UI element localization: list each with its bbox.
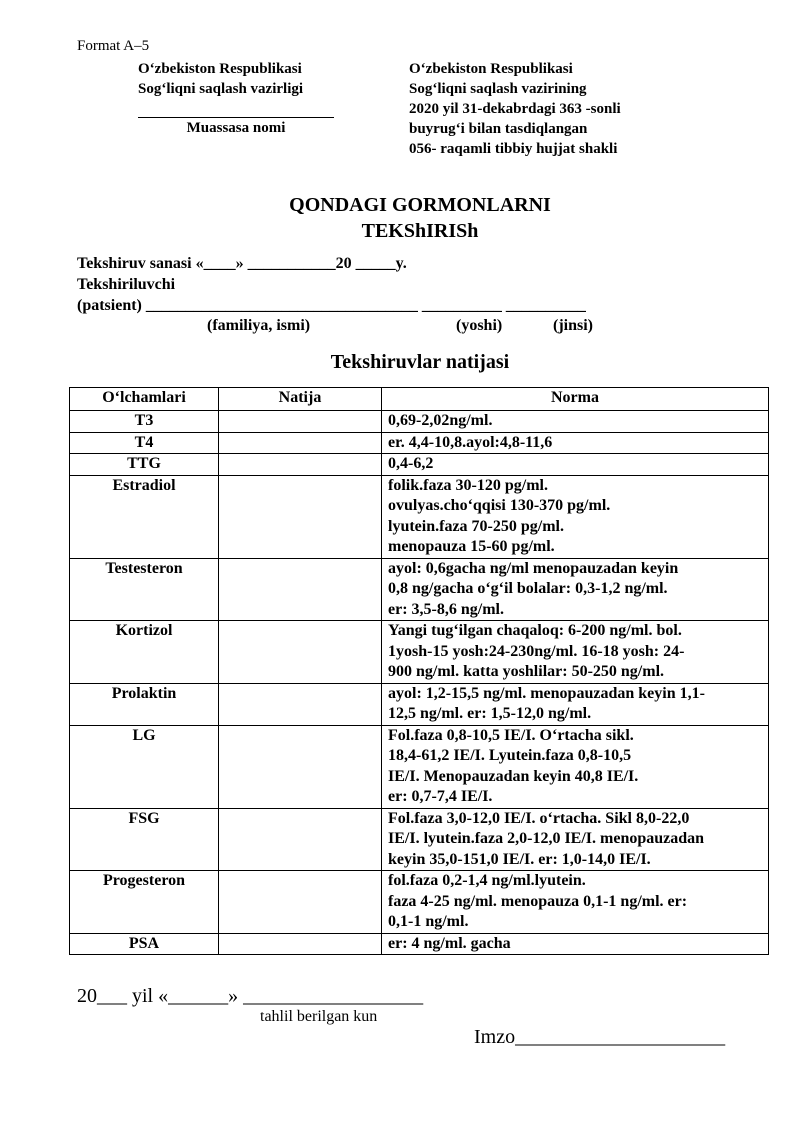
norm-line: faza 4-25 ng/ml. menopauza 0,1-1 ng/ml. er: <box>388 892 688 910</box>
norm-cell <box>382 683 769 725</box>
norm-line: er: 4 ng/ml. gacha <box>388 934 511 952</box>
document-title <box>0 192 800 244</box>
analysis-date-field[interactable]: 20___ yil «______» __________________ <box>77 985 424 1007</box>
header-result: Natija <box>219 388 382 411</box>
institution-name-line <box>138 99 334 118</box>
norm-cell <box>382 432 769 454</box>
norm-line: 1yosh-15 yosh:24-230ng/ml. 16-18 yosh: 24- <box>388 642 685 660</box>
table-row <box>70 475 769 558</box>
norm-line: 0,4-6,2 <box>388 455 434 472</box>
title-line1: QONDAGI GORMONLARNI <box>289 194 551 216</box>
header-measurements: O‘lchamlari <box>70 388 219 411</box>
result-cell[interactable] <box>219 933 382 955</box>
norm-line: er. 4,4-10,8.ayol:4,8-11,6 <box>388 433 553 451</box>
exam-date-field[interactable]: Tekshiruv sanasi «____» ___________20 _____y. <box>77 255 407 272</box>
result-cell[interactable] <box>219 475 382 558</box>
header-left-line2: Sog‘liqni saqlash vazirligi <box>138 81 304 97</box>
header-left <box>138 59 338 138</box>
norm-line: folik.faza 30-120 pg/ml. <box>388 476 548 494</box>
norm-cell <box>382 725 769 808</box>
sex-label: (jinsi) <box>553 317 593 334</box>
norm-line: 12,5 ng/ml. er: 1,5-12,0 ng/ml. <box>388 705 592 722</box>
results-title: Tekshiruvlar natijasi <box>330 351 510 373</box>
hormone-name: Testesteron <box>70 558 219 621</box>
header-right-line2: Sog‘liqni saqlash vazirining <box>409 81 587 97</box>
result-cell[interactable] <box>219 621 382 684</box>
hormone-name: Kortizol <box>70 621 219 684</box>
norm-line: 0,69-2,02ng/ml. <box>388 412 493 429</box>
norm-line: 18,4-61,2 IE/I. Lyutein.faza 0,8-10,5 <box>388 747 632 764</box>
norm-cell <box>382 411 769 433</box>
norm-line: keyin 35,0-151,0 IE/I. er: 1,0-14,0 IE/I. <box>388 850 651 868</box>
norm-line: IE/I. Menopauzadan keyin 40,8 IE/I. <box>388 767 639 785</box>
norm-cell <box>382 621 769 684</box>
table-row <box>70 871 769 934</box>
results-table <box>69 387 769 955</box>
result-cell[interactable] <box>219 871 382 934</box>
norm-cell <box>382 454 769 476</box>
result-cell[interactable] <box>219 432 382 454</box>
norm-cell <box>382 871 769 934</box>
norm-line: ovulyas.cho‘qqisi 130-370 pg/ml. <box>388 497 611 514</box>
result-cell[interactable] <box>219 454 382 476</box>
age-label: (yoshi) <box>456 317 503 334</box>
norm-line: 0,8 ng/gacha o‘g‘il bolalar: 0,3-1,2 ng/ml. <box>388 580 668 597</box>
norm-cell <box>382 558 769 621</box>
result-cell[interactable] <box>219 558 382 621</box>
table-row <box>70 808 769 871</box>
hormone-name: Prolaktin <box>70 683 219 725</box>
norm-cell <box>382 808 769 871</box>
result-cell[interactable] <box>219 683 382 725</box>
format-label: Format A–5 <box>77 38 150 54</box>
hormone-name: FSG <box>70 808 219 871</box>
table-row <box>70 454 769 476</box>
norm-line: Fol.faza 3,0-12,0 IE/I. o‘rtacha. Sikl 8,0-22,0 <box>388 809 690 827</box>
hormone-name: Progesteron <box>70 871 219 934</box>
norm-line: Fol.faza 0,8-10,5 IE/I. O‘rtacha sikl. <box>388 726 634 744</box>
analysis-date-label: tahlil berilgan kun <box>260 1008 378 1025</box>
signature-field[interactable]: Imzo_____________________ <box>474 1026 726 1048</box>
table-row <box>70 725 769 808</box>
header-right-line5: 056- raqamli tibbiy hujjat shakli <box>409 141 618 157</box>
patient-label: Tekshiriluvchi <box>77 276 176 293</box>
norm-cell <box>382 933 769 955</box>
norm-line: Yangi tug‘ilgan chaqaloq: 6-200 ng/ml. bol. <box>388 622 682 639</box>
header-right-line4: buyrug‘i bilan tasdiqlangan <box>409 121 588 137</box>
header-left-line1: O‘zbekiston Respublikasi <box>138 61 302 77</box>
title-line2: TEKShIRISh <box>361 220 479 242</box>
result-cell[interactable] <box>219 725 382 808</box>
institution-label: Muassasa nomi <box>186 120 286 136</box>
table-row <box>70 411 769 433</box>
table-row <box>70 933 769 955</box>
norm-line: IE/I. lyutein.faza 2,0-12,0 IE/I. menopauzadan <box>388 830 705 847</box>
table-row <box>70 621 769 684</box>
norm-line: ayol: 0,6gacha ng/ml menopauzadan keyin <box>388 559 679 577</box>
header-right-line1: O‘zbekiston Respublikasi <box>409 61 573 77</box>
table-header-row <box>70 388 769 411</box>
norm-line: er: 3,5-8,6 ng/ml. <box>388 600 504 618</box>
result-cell[interactable] <box>219 411 382 433</box>
norm-line: er: 0,7-7,4 IE/I. <box>388 788 493 805</box>
hormone-name: TTG <box>70 454 219 476</box>
name-label: (familiya, ismi) <box>207 317 311 334</box>
patient-fields <box>77 253 586 316</box>
hormone-name: T4 <box>70 432 219 454</box>
norm-line: lyutein.faza 70-250 pg/ml. <box>388 517 564 535</box>
result-cell[interactable] <box>219 808 382 871</box>
norm-line: 0,1-1 ng/ml. <box>388 913 469 930</box>
hormone-name: LG <box>70 725 219 808</box>
table-row <box>70 683 769 725</box>
hormone-name: Estradiol <box>70 475 219 558</box>
norm-line: menopauza 15-60 pg/ml. <box>388 538 555 555</box>
table-row <box>70 432 769 454</box>
hormone-name: T3 <box>70 411 219 433</box>
norm-line: ayol: 1,2-15,5 ng/ml. menopauzadan keyin 1,1- <box>388 684 705 702</box>
norm-line: fol.faza 0,2-1,4 ng/ml.lyutein. <box>388 872 586 889</box>
norm-cell <box>382 475 769 558</box>
norm-line: 900 ng/ml. katta yoshlilar: 50-250 ng/ml. <box>388 663 665 680</box>
header-norm: Norma <box>382 388 769 411</box>
table-row <box>70 558 769 621</box>
header-right-line3: 2020 yil 31-dekabrdagi 363 -sonli <box>409 101 621 117</box>
header-right <box>409 59 621 159</box>
hormone-name: PSA <box>70 933 219 955</box>
patient-field[interactable]: (patsient) __________________________________ __________ __________ <box>77 297 586 314</box>
